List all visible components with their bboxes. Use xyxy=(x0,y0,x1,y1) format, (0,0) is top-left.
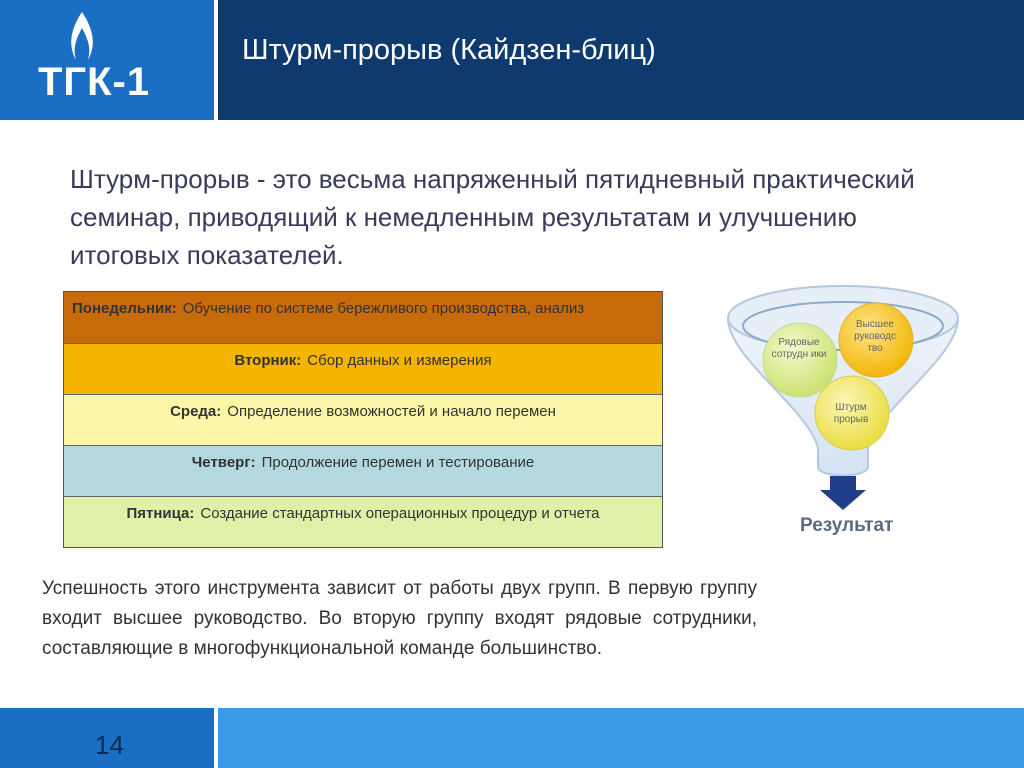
page-number: 14 xyxy=(95,730,124,760)
schedule-table xyxy=(63,291,663,548)
company-logo-text: ТГК-1 xyxy=(38,60,151,104)
schedule-activity: Сбор данных и измерения xyxy=(307,352,492,369)
schedule-day: Понедельник: xyxy=(72,300,177,317)
bubble-assault-label: Штурм прорыв xyxy=(833,402,869,425)
bubble-employees-label: Рядовые сотрудн ики xyxy=(771,337,827,360)
schedule-day: Вторник: xyxy=(234,352,302,369)
schedule-row xyxy=(64,394,662,445)
funnel-result-label: Результат xyxy=(800,515,894,536)
intro-paragraph: Штурм-прорыв - это весьма напряженный пятидневный практический семинар, приводящий к немедленным результатам и улучшению итоговых показателей. xyxy=(70,164,915,270)
schedule-activity: Обучение по системе бережливого производства, анализ xyxy=(182,300,585,317)
schedule-activity: Определение возможностей и начало перемен xyxy=(227,403,556,420)
schedule-day: Четверг: xyxy=(191,454,256,471)
schedule-day: Пятница: xyxy=(126,505,195,522)
schedule-activity: Продолжение перемен и тестирование xyxy=(261,454,535,471)
down-arrow-icon xyxy=(820,476,866,510)
schedule-day: Среда: xyxy=(170,403,222,420)
schedule-row xyxy=(64,445,662,496)
schedule-row xyxy=(64,496,662,547)
schedule-row xyxy=(64,343,662,394)
funnel-diagram xyxy=(718,278,968,518)
schedule-activity: Создание стандартных операционных процедур и отчета xyxy=(200,505,600,522)
conclusion-paragraph: Успешность этого инструмента зависит от работы двух групп. В первую группу входит высшее руководство. Во вторую группу входят рядовые сотрудники, составляющие в многофункциональной команде большинство. xyxy=(42,578,757,659)
slide-title: Штурм-прорыв (Кайдзен-блиц) xyxy=(242,34,656,66)
schedule-row xyxy=(64,292,662,343)
footer-right-bar xyxy=(218,708,1024,768)
bubble-management-label: Высшее руководс тво xyxy=(854,319,896,354)
